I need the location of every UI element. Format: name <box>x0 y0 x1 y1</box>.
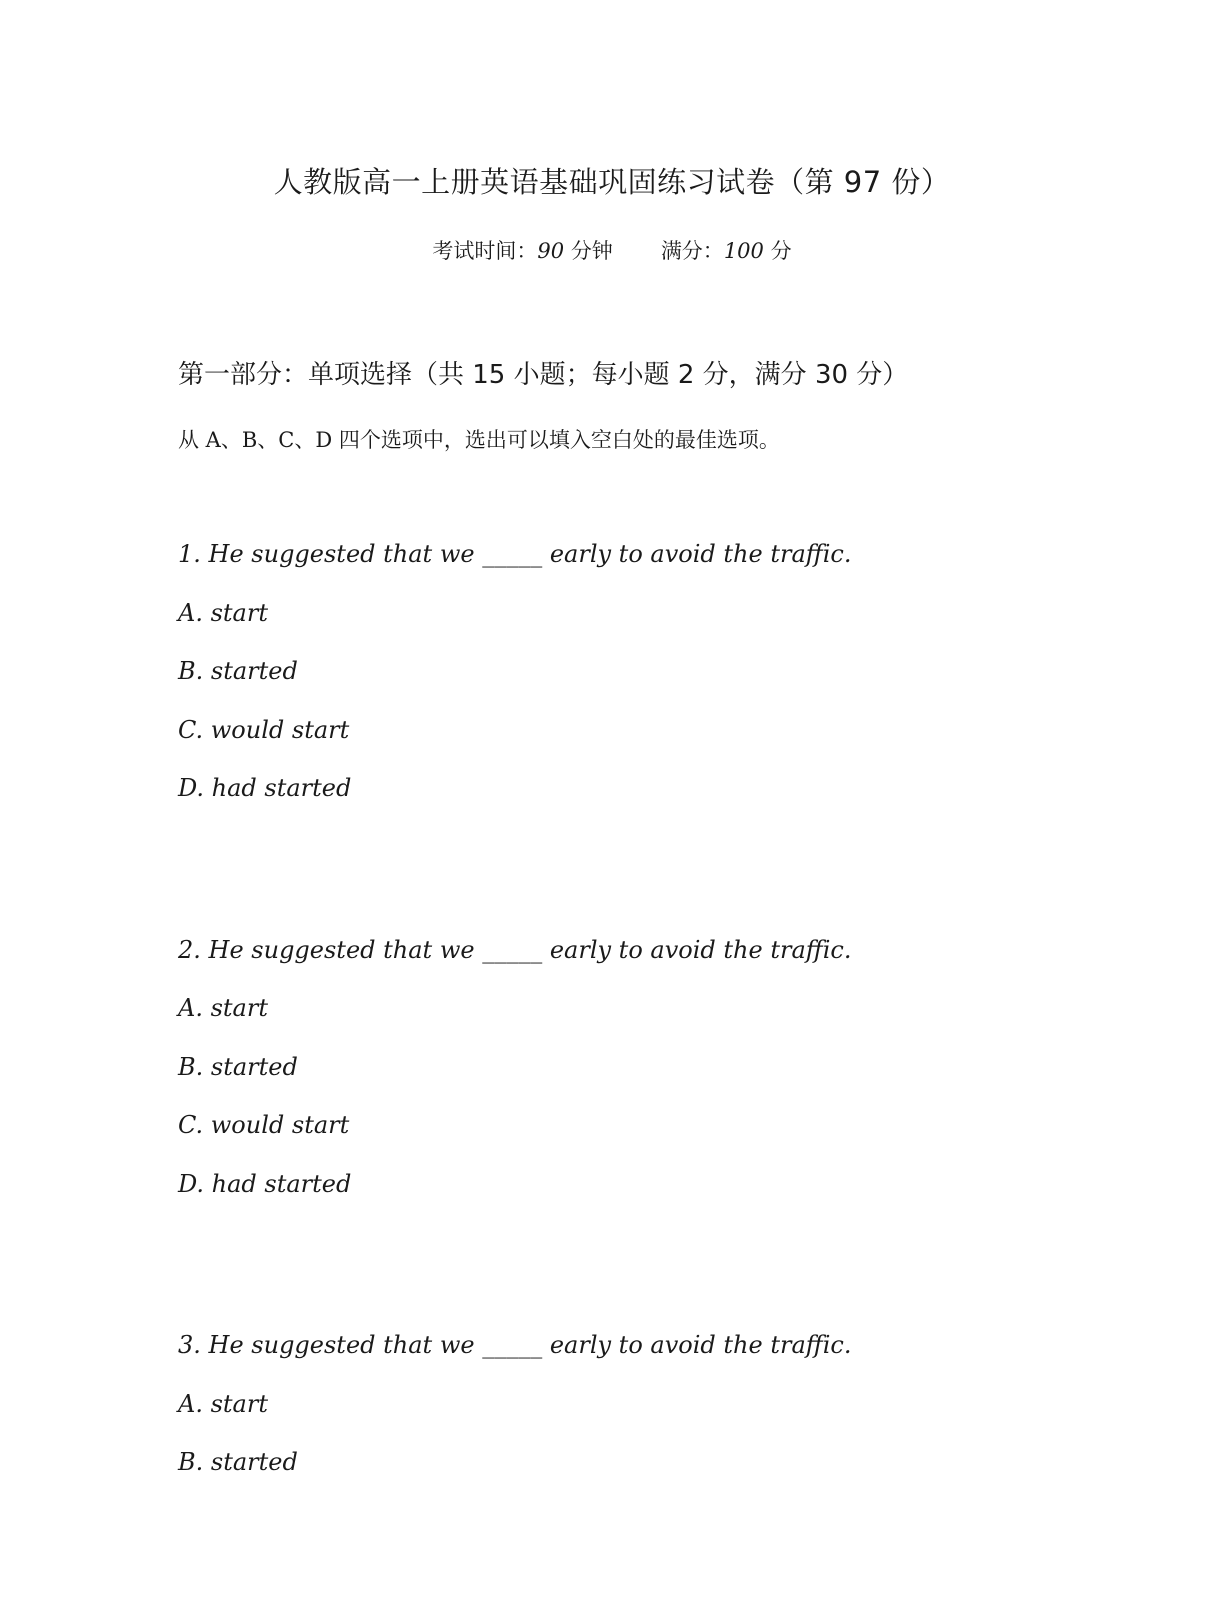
time-label: 考试时间： <box>432 239 538 263</box>
question-stem: 2. He suggested that we _____ early to avoid the traffic. <box>178 935 852 964</box>
score-unit: 分 <box>770 239 792 263</box>
option-a: A. start <box>178 994 268 1022</box>
question-item <box>178 1324 1078 1500</box>
option-c: C. would start <box>178 1111 350 1139</box>
option-c: C. would start <box>178 715 350 744</box>
section-heading: 第一部分：单项选择（共 15 小题；每小题 2 分，满分 30 分） <box>178 360 909 390</box>
option-a: A. start <box>178 1389 268 1418</box>
question-stem: 1. He suggested that we _____ early to avoid the traffic. <box>178 540 852 568</box>
option-b: B. started <box>178 1448 298 1476</box>
question-item <box>178 533 1078 826</box>
score-value: 100 <box>723 239 764 263</box>
option-d: D. had started <box>178 1169 352 1198</box>
question-item <box>178 929 1078 1222</box>
section-instruction: 从 A、B、C、D 四个选项中，选出可以填入空白处的最佳选项。 <box>178 428 780 452</box>
time-value: 90 <box>537 239 565 263</box>
question-stem: 3. He suggested that we _____ early to avoid the traffic. <box>178 1331 852 1359</box>
option-a: A. start <box>178 598 268 627</box>
time-unit: 分钟 <box>570 239 613 263</box>
questions-list <box>178 533 1078 1603</box>
page-title: 人教版高一上册英语基础巩固练习试卷（第 97 份） <box>273 165 951 199</box>
exam-meta <box>0 233 1224 269</box>
score-label: 满分： <box>660 239 724 263</box>
option-b: B. started <box>178 657 298 685</box>
option-d: D. had started <box>178 774 352 802</box>
option-b: B. started <box>178 1052 298 1081</box>
